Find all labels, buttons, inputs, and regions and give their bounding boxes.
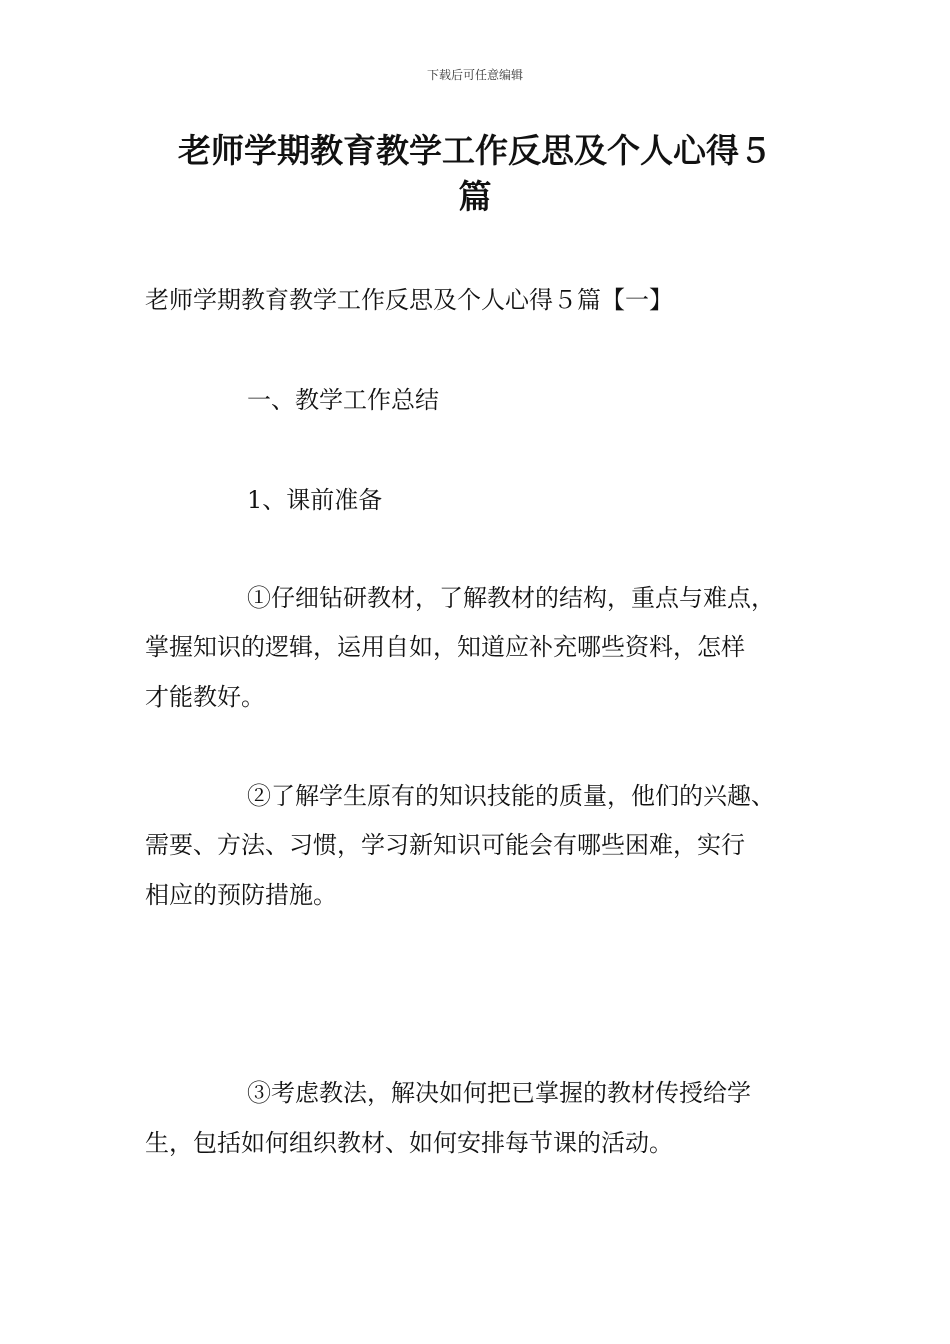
heading-teaching-summary: 一、教学工作总结	[247, 386, 439, 414]
paragraph-1-line-3: 才能教好。	[145, 683, 265, 711]
paragraph-1-line-1: ①仔细钻研教材，了解教材的结构，重点与难点，	[247, 584, 775, 612]
paragraph-2-line-1: ②了解学生原有的知识技能的质量，他们的兴趣、	[247, 782, 775, 810]
paragraph-2-line-3: 相应的预防措施。	[145, 881, 337, 909]
paragraph-1-line-2: 掌握知识的逻辑，运用自如，知道应补充哪些资料，怎样	[145, 633, 745, 661]
paragraph-3-line-1: ③考虑教法，解决如何把已掌握的教材传授给学	[247, 1079, 751, 1107]
title-line-1: 老师学期教育教学工作反思及个人心得５	[178, 131, 772, 170]
header-note: 下载后可任意编辑	[426, 68, 523, 82]
section-subtitle: 老师学期教育教学工作反思及个人心得５篇【一】	[145, 286, 673, 314]
paragraph-2-line-2: 需要、方法、习惯，学习新知识可能会有哪些困难，实行	[145, 831, 745, 859]
title-line-2: 篇	[458, 177, 492, 216]
document-title	[130, 128, 820, 220]
paragraph-3-line-2: 生，包括如何组织教材、如何安排每节课的活动。	[145, 1129, 673, 1157]
heading-lesson-preparation: 1、课前准备	[247, 486, 383, 514]
